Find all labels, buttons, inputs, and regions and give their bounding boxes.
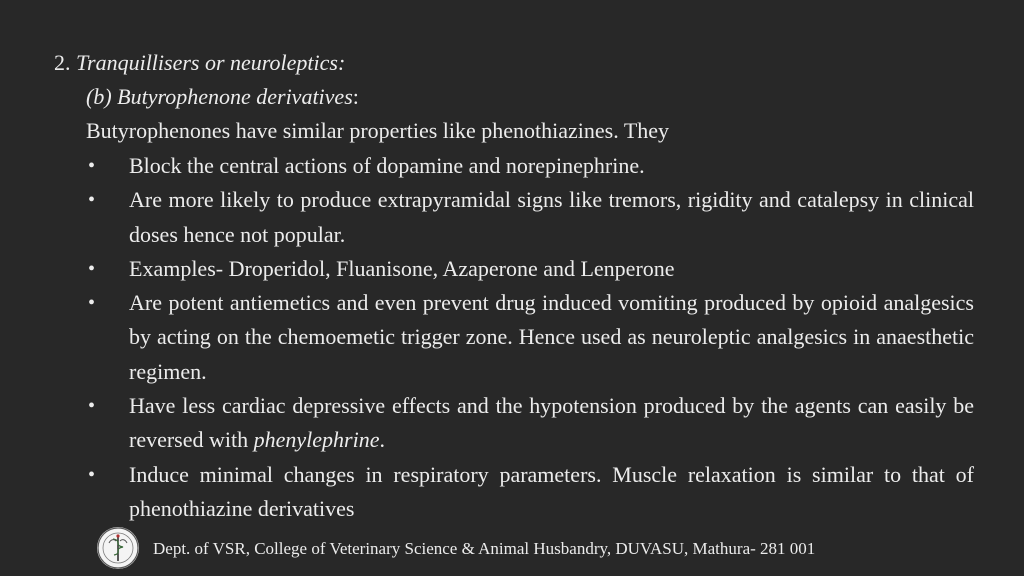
list-item [86, 183, 974, 252]
list-item [86, 458, 974, 527]
bullet-text: Are more likely to produce extrapyramidal signs like tremors, rigidity and catalepsy in clinical doses hence not popular. [129, 187, 974, 247]
bullet-icon: • [88, 189, 96, 212]
bullet-text [129, 393, 974, 452]
intro-text: Butyrophenones have similar properties like phenothiazines. They [86, 118, 670, 143]
list-item [86, 149, 974, 183]
bullet-text: Examples- Droperidol, Fluanisone, Azaperone and Lenperone [129, 255, 675, 281]
list-item [86, 286, 974, 389]
bullet-icon: • [88, 463, 96, 486]
section-number: 2. [54, 50, 76, 75]
footer-text: Dept. of VSR, College of Veterinary Science & Animal Husbandry, DUVASU, Mathura- 281 001 [153, 539, 816, 558]
footer [97, 527, 977, 569]
subsection-title: (b) Butyrophenone derivatives [86, 84, 353, 109]
subsection-colon: : [352, 84, 359, 109]
bullet-icon: • [88, 257, 96, 280]
bullet-list [86, 149, 974, 526]
bullet-text: Induce minimal changes in respiratory parameters. Muscle relaxation is similar to that of phenothiazine derivatives [129, 461, 974, 521]
section-title: Tranquillisers or neuroleptics: [76, 50, 346, 75]
bullet-icon: • [88, 292, 96, 315]
list-item [86, 252, 974, 286]
bullet-text: Are potent antiemetics and even prevent drug induced vomiting produced by opioid analgesics by acting on the chemoemetic trigger zone. Hence used as neuroleptic analgesics in anaesthetic regimen. [129, 290, 974, 384]
bullet-text: Block the central actions of dopamine and norepinephrine. [129, 153, 645, 178]
bullet-icon: • [88, 395, 96, 418]
bullet-icon: • [88, 155, 96, 177]
bullet-text-end: . [379, 427, 385, 453]
section-heading [54, 46, 345, 80]
list-item [86, 389, 974, 458]
university-seal-icon [97, 527, 139, 569]
drug-name-italic: phenylephrine [253, 427, 380, 453]
bullet-text-start: Have less cardiac depressive effects and the hypotension produced by the agents can easily be reversed with [129, 393, 974, 453]
subsection-heading [86, 80, 359, 114]
